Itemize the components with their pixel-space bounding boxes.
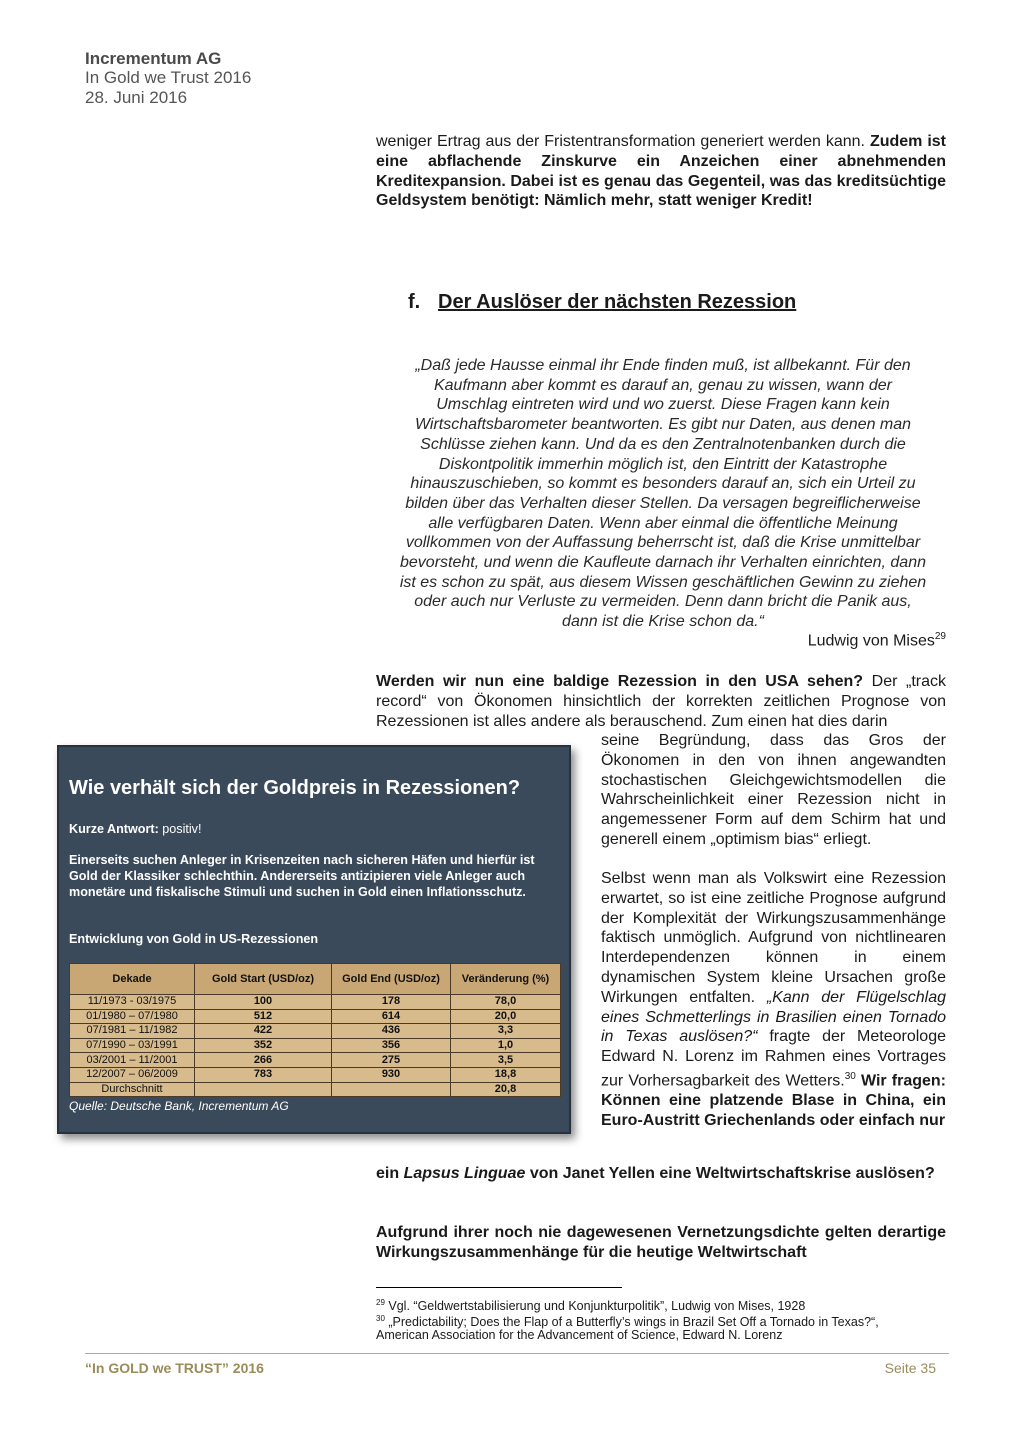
- cell-change: 3,5: [451, 1053, 561, 1068]
- paragraph-butterfly: [601, 869, 946, 1131]
- section-title: Der Auslöser der nächsten Rezession: [438, 291, 797, 313]
- col-header-change: Veränderung (%): [451, 964, 561, 995]
- cell-gold-end: 178: [332, 995, 451, 1010]
- col-header-gold-start: Gold Start (USD/oz): [195, 964, 332, 995]
- cell-change: 3,3: [451, 1024, 561, 1039]
- intro-paragraph: [376, 132, 946, 211]
- table-row: [70, 1053, 561, 1068]
- cell-gold-end: 614: [332, 1009, 451, 1024]
- intro-text: weniger Ertrag aus der Fristentransformation generiert werden kann.: [376, 133, 865, 150]
- cell-gold-start: [195, 1082, 332, 1097]
- question-bold: Wir fragen: Können eine platzende Blase in China, ein Euro-Austritt Griechenlands oder einfach nur: [601, 1072, 947, 1129]
- footnote-30-continued: American Association for the Advancement of Science, Edward N. Lorenz: [376, 1328, 783, 1342]
- quote-line: „Daß jede Hausse einmal ihr Ende finden muß, ist allbekannt. Für den: [415, 357, 911, 374]
- quote-line: Diskontpolitik immerhin möglich ist, den Eintritt der Katastrophe: [438, 455, 888, 473]
- yellen-bold-a: ein: [376, 1165, 400, 1182]
- footer-title: “In GOLD we TRUST” 2016: [85, 1360, 264, 1376]
- table-title: Entwicklung von Gold in US-Rezessionen: [69, 932, 319, 946]
- box-body: Einerseits suchen Anleger in Krisenzeiten nach sicheren Häfen und hierfür ist Gold der Klassiker schlechthin. Andererseits antizipieren viele Anleger auch monetäre und fiskalische Stimuli und suchen in Gold einen Inflationsschutz.: [69, 853, 535, 899]
- cell-period: 12/2007 – 06/2009: [70, 1067, 195, 1082]
- quote-line: oder auch nur Verluste zu vermeiden. Denn dann bricht die Panik aus,: [414, 593, 912, 611]
- butterfly-text: Selbst wenn man als Volkswirt eine Rezession erwartet, so ist eine zeitliche Prognose aufgrund der Komplexität der Wirkungszusammenhänge faktisch unmöglich. Aufgrund von nichtlinearen Interdependenzen können in einem dynamischen System kleine Ursachen große Wirkungen entfalten.: [601, 870, 946, 1006]
- cell-change: 18,8: [451, 1067, 561, 1082]
- cell-gold-start: 422: [195, 1024, 332, 1039]
- cell-gold-start: 266: [195, 1053, 332, 1068]
- footnote-number: 30: [376, 1314, 385, 1323]
- recession-text: Der „track record“ von Ökonomen hinsichtlich der korrekten zeitlichen Prognose von Rezessionen ist alles andere als berauschend. Zum einen hat dies darin: [376, 673, 947, 730]
- cell-gold-end: 275: [332, 1053, 451, 1068]
- quote-line: dann ist die Krise schon da.“: [562, 613, 764, 631]
- report-date: 28. Juni 2016: [85, 88, 188, 107]
- cell-gold-start: 352: [195, 1038, 332, 1053]
- table-row: [70, 1038, 561, 1053]
- cell-period: 11/1973 - 03/1975: [70, 995, 195, 1010]
- lapsus-linguae: Lapsus Linguae: [403, 1165, 526, 1182]
- footnote-number: 29: [376, 1298, 385, 1307]
- section-label: f.: [408, 291, 421, 313]
- cell-change: 1,0: [451, 1038, 561, 1053]
- table-row: [70, 1024, 561, 1039]
- intro-bold-text: Zudem ist eine abflachende Zinskurve ein Anzeichen einer abnehmenden Kreditexpansion. Dabei ist es genau das Gegenteil, was das kreditsüchtige Geldsystem benötigt: Nämlich mehr, statt weniger Kredit!: [376, 133, 946, 210]
- quote-line: Wirtschaftsbarometer beantworten. Es gibt nur Daten, aus denen man: [414, 416, 912, 434]
- yellen-bold-c: von Janet Yellen eine Weltwirtschaftskrise auslösen?: [529, 1165, 935, 1182]
- footnote-text: Vgl. “Geldwertstabilisierung und Konjunkturpolitik”, Ludwig von Mises, 1928: [388, 1299, 806, 1314]
- butterfly-text-2: fragte der Meteorologe Edward N. Lorenz im Rahmen eines Vortrages zur Vorhersagbarkeit des Wetters.: [601, 1028, 946, 1090]
- gold-recession-box: [57, 745, 571, 1134]
- paragraph-recession-continued: seine Begründung, dass das Gros der Ökonomen in den von ihnen angewandten stochastischen Gleichgewichtsmodellen die Wahrscheinlichkeit einer Rezession nicht in angemessener Form auf dem Schirm hat und generell einem „optimism bias“ erliegt.: [601, 732, 946, 848]
- paragraph-interconnection: Aufgrund ihrer noch nie dagewesenen Vernetzungsdichte gelten derartige Wirkungszusammenhänge für die heutige Weltwirtschaft: [376, 1224, 946, 1261]
- cell-gold-start: 100: [195, 995, 332, 1010]
- quote-author: [808, 631, 946, 650]
- quote-line: Kaufmann aber kommt es darauf an, genau zu wissen, wann der: [433, 376, 893, 394]
- paragraph-recession-question: [376, 672, 946, 731]
- quote-line: hinauszuschieben, so kommt es besonders darauf an, sich ein Urteil zu: [410, 475, 916, 493]
- report-title: In Gold we Trust 2016: [85, 68, 252, 87]
- cell-period: Durchschnitt: [70, 1082, 195, 1097]
- quote-line: bilden über das Verhalten dieser Stellen. Da versagen begreiflicherweise: [405, 494, 921, 512]
- mises-quote: [378, 356, 948, 632]
- cell-gold-start: 512: [195, 1009, 332, 1024]
- company-name: Incrementum AG: [85, 49, 222, 68]
- recession-question: Werden wir nun eine baldige Rezession in den USA sehen?: [376, 673, 864, 690]
- quote-line: Umschlag eintreten wird und wo zuerst. Diese Fragen kann kein: [436, 396, 890, 414]
- cell-gold-end: 930: [332, 1067, 451, 1082]
- box-title: Wie verhält sich der Goldpreis in Rezessionen?: [69, 777, 521, 799]
- cell-gold-end: 356: [332, 1038, 451, 1053]
- butterfly-quote: „Kann der Flügelschlag eines Schmetterlings in Brasilien einen Tornado in Texas auslösen?“: [601, 988, 946, 1046]
- footer-line: [85, 1353, 949, 1354]
- cell-period: 07/1990 – 03/1991: [70, 1038, 195, 1053]
- table-row: [70, 1067, 561, 1082]
- table-source: Quelle: Deutsche Bank, Incrementum AG: [69, 1099, 289, 1113]
- answer-label: Kurze Antwort:: [69, 822, 159, 836]
- col-header-dekade: Dekade: [70, 964, 195, 995]
- box-short-answer: [69, 821, 201, 837]
- page-number: Seite 35: [884, 1360, 936, 1376]
- cell-change: 20,8: [451, 1082, 561, 1097]
- table-row: [70, 1009, 561, 1024]
- table-row-average: [70, 1082, 561, 1097]
- cell-gold-end: 436: [332, 1024, 451, 1039]
- gold-recession-table: [69, 963, 561, 1097]
- cell-period: 01/1980 – 07/1980: [70, 1009, 195, 1024]
- cell-period: 03/2001 – 11/2001: [70, 1053, 195, 1068]
- cell-change: 78,0: [451, 995, 561, 1010]
- cell-gold-end: [332, 1082, 451, 1097]
- section-heading: [408, 291, 796, 314]
- paragraph-yellen: [376, 1164, 946, 1184]
- table-row: [70, 995, 561, 1010]
- footnote-ref-30: 30: [844, 1070, 856, 1082]
- answer-value: positiv!: [158, 822, 202, 836]
- author-footnote-ref: 29: [934, 631, 946, 642]
- cell-gold-start: 783: [195, 1067, 332, 1082]
- quote-line: alle verfügbaren Daten. Wenn aber einmal die öffentliche Meinung: [428, 514, 898, 532]
- table-header-row: [70, 964, 561, 995]
- cell-change: 20,0: [451, 1009, 561, 1024]
- cell-period: 07/1981 – 11/1982: [70, 1024, 195, 1039]
- author-name: Ludwig von Mises: [807, 632, 935, 650]
- quote-line: Schlüsse ziehen kann. Und da es den Zentralnotenbanken durch die: [420, 435, 906, 453]
- quote-line: vollkommen von der Auffassung beherrscht ist, daß die Krise unmittelbar: [405, 534, 921, 552]
- col-header-gold-end: Gold End (USD/oz): [332, 964, 451, 995]
- quote-line: bevorsteht, und wenn die Kaufleute darnach ihr Verhalten einrichten, dann: [400, 554, 926, 572]
- footnote-text: „Predictability; Does the Flap of a Butterfly’s wings in Brazil Set Off a Tornado in Texas?“,: [388, 1315, 879, 1330]
- quote-line: ist es schon zu spät, aus diesem Wissen geschäftlichen Gewinn zu ziehen: [399, 573, 927, 591]
- footnote-separator: [376, 1287, 622, 1288]
